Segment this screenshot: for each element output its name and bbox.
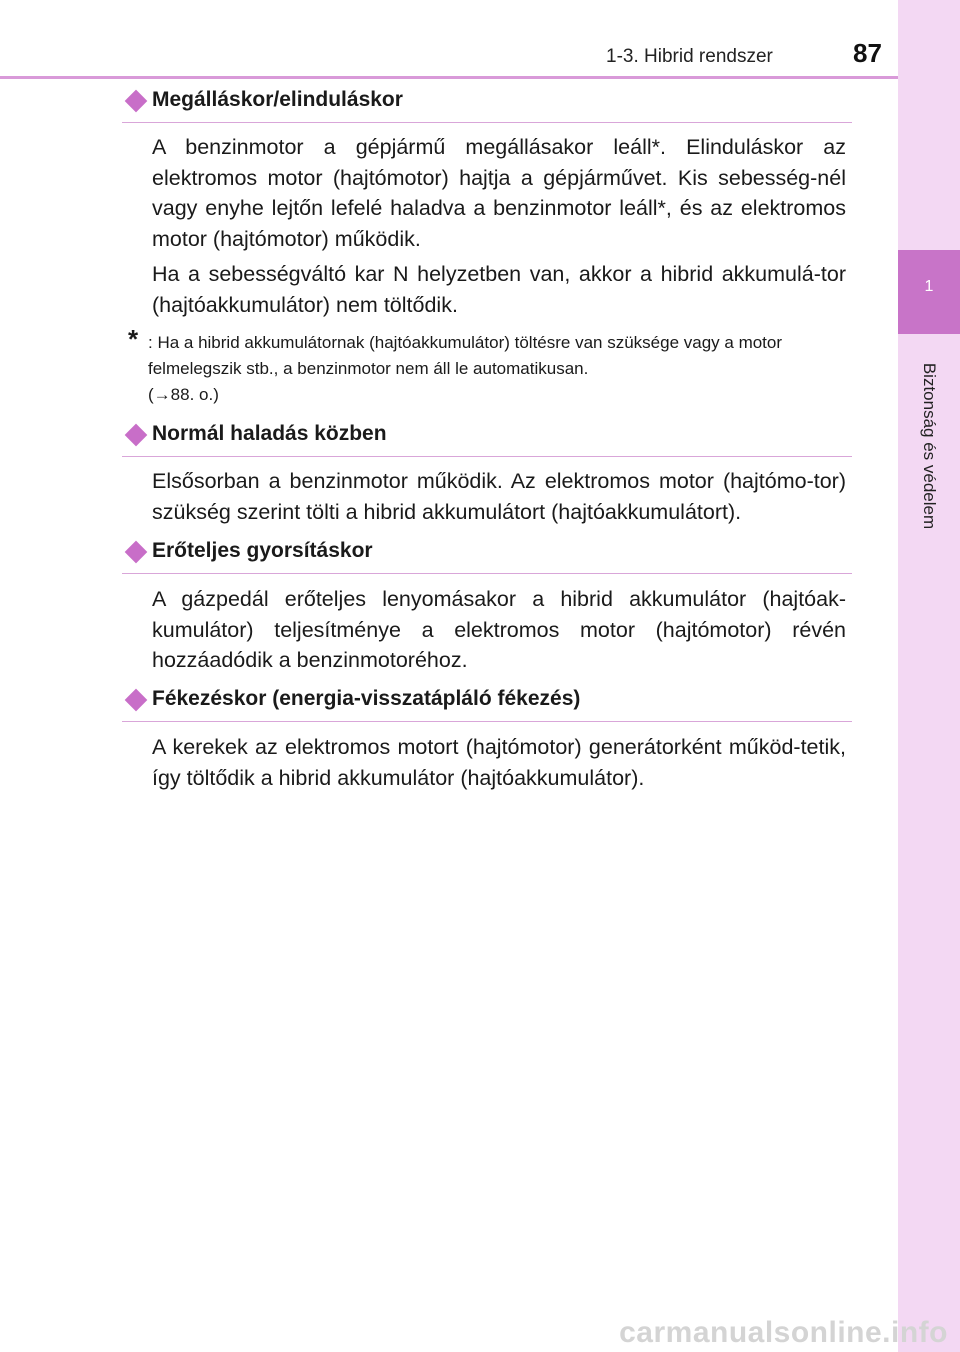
diamond-bullet-icon [125,689,148,712]
paragraph: Elsősorban a benzinmotor működik. Az elektromos motor (hajtómo-tor) szükség szerint tölti a hibrid akkumulátort (hajtóakkumulátort). [152,469,846,524]
paragraph: A benzinmotor a gépjármű megállásakor leáll*. Elinduláskor az elektromos motor (hajtómotor) hajtja a gépjárművet. Kis sebesség-nél vagy enyhe lejtőn lefelé haladva a benzinmotor leáll*, és az elektromos motor (hajtómotor) működik. [152,135,846,251]
paragraph: A gázpedál erőteljes lenyomásakor a hibrid akkumulátor (hajtóak-kumulátor) teljesítménye a elektromos motor (hajtómotor) révén hozzáadódik a benzinmotoréhoz. [152,587,846,672]
chapter-number: 1 [924,278,934,295]
chapter-side-bar [898,0,960,1352]
footnote-marker: * [128,324,139,354]
chapter-title: Biztonság és védelem [920,362,939,530]
section-heading-braking [122,687,852,722]
section-heading-text: Fékezéskor (energia-visszatápláló fékezés) [152,687,581,710]
section-heading-stopping-starting [122,88,852,123]
section-heading-strong-acceleration [122,539,852,574]
diamond-bullet-icon [125,541,148,564]
diamond-bullet-icon [125,90,148,113]
watermark: carmanualsonline.info [619,1316,948,1349]
section-heading-text: Erőteljes gyorsításkor [152,539,373,562]
section-title: 1-3. Hibrid rendszer [606,46,773,67]
section-heading-text: Normál haladás közben [152,422,387,445]
section-heading-normal-driving [122,422,852,457]
header-divider [0,76,898,79]
section-heading-text: Megálláskor/elinduláskor [152,88,403,111]
diamond-bullet-icon [125,424,148,447]
footnote-text: : Ha a hibrid akkumulátornak (hajtóakkumulátor) töltésre van szüksége vagy a motor felmelegszik stb., a benzinmotor nem áll le automatikusan. [148,333,783,378]
paragraph: A kerekek az elektromos motort (hajtómotor) generátorként működ-tetik, így töltődik a hibrid akkumulátor (hajtóakkumulátor). [152,735,846,790]
page-number: 87 [853,38,882,68]
page-reference-link[interactable]: (→88. o.) [148,385,219,404]
paragraph: Ha a sebességváltó kar N helyzetben van, akkor a hibrid akkumulá-tor (hajtóakkumulátor) nem töltődik. [152,262,846,317]
